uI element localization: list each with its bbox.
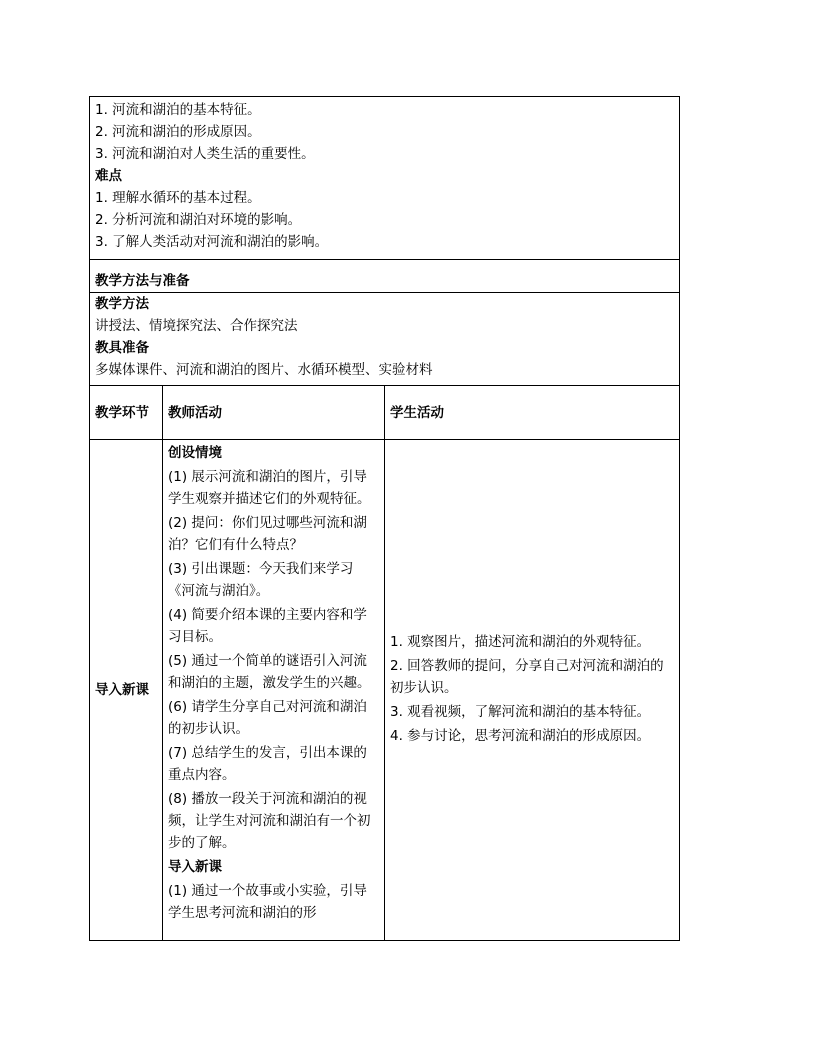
teacher-item: (3) 引出课题：今天我们来学习《河流与湖泊》。: [168, 561, 354, 599]
methods-row: [90, 293, 680, 386]
key-point-item: 2. 河流和湖泊的形成原因。: [95, 124, 261, 140]
teacher-heading-1: 创设情境: [168, 445, 222, 461]
student-item: 2. 回答教师的提问，分享自己对河流和湖泊的初步认识。: [390, 658, 664, 696]
header-teacher: 教师活动: [163, 386, 385, 440]
difficult-point-item: 2. 分析河流和湖泊对环境的影响。: [95, 212, 302, 228]
student-item: 4. 参与讨论，思考河流和湖泊的形成原因。: [390, 728, 651, 744]
lesson-plan-table: [89, 96, 680, 941]
teacher-item: (5) 通过一个简单的谜语引入河流和湖泊的主题，激发学生的兴趣。: [168, 653, 371, 691]
methods-section-title: 教学方法与准备: [90, 260, 680, 293]
methods-heading: 教学方法: [95, 296, 149, 312]
teacher-item: (4) 简要介绍本课的主要内容和学习目标。: [168, 607, 367, 645]
activity-row: [90, 440, 680, 941]
methods-title-row: [90, 260, 680, 293]
student-item: 3. 观看视频，了解河流和湖泊的基本特征。: [390, 704, 651, 720]
tools-text: 多媒体课件、河流和湖泊的图片、水循环模型、实验材料: [95, 362, 433, 378]
methods-text: 讲授法、情境探究法、合作探究法: [95, 318, 298, 334]
teacher-item: (1) 通过一个故事或小实验，引导学生思考河流和湖泊的形: [168, 883, 367, 921]
methods-cell: [90, 293, 680, 386]
stage-name: 导入新课: [90, 440, 163, 941]
lesson-plan-page: [89, 96, 679, 941]
teacher-activity-content: [168, 442, 379, 938]
student-item: 1. 观察图片，描述河流和湖泊的外观特征。: [390, 634, 651, 650]
header-stage: 教学环节: [90, 386, 163, 440]
teacher-heading-2: 导入新课: [168, 859, 222, 875]
key-points-cell: [90, 97, 680, 260]
teacher-item: (7) 总结学生的发言，引出本课的重点内容。: [168, 745, 367, 783]
teacher-activity-cell: [163, 440, 385, 941]
teacher-item: (6) 请学生分享自己对河流和湖泊的初步认识。: [168, 699, 367, 737]
difficult-heading: 难点: [95, 168, 122, 184]
difficult-point-item: 3. 了解人类活动对河流和湖泊的影响。: [95, 234, 329, 250]
key-points-row: [90, 97, 680, 260]
key-point-item: 1. 河流和湖泊的基本特征。: [95, 102, 261, 118]
difficult-point-item: 1. 理解水循环的基本过程。: [95, 190, 261, 206]
teacher-item: (8) 播放一段关于河流和湖泊的视频，让学生对河流和湖泊有一个初步的了解。: [168, 791, 371, 851]
teacher-item: (2) 提问：你们见过哪些河流和湖泊？它们有什么特点？: [168, 515, 367, 553]
teacher-item: (1) 展示河流和湖泊的图片，引导学生观察并描述它们的外观特征。: [168, 469, 371, 507]
header-student: 学生活动: [385, 386, 680, 440]
student-activity-cell: [385, 440, 680, 941]
activity-header-row: [90, 386, 680, 440]
key-point-item: 3. 河流和湖泊对人类生活的重要性。: [95, 146, 315, 162]
tools-heading: 教具准备: [95, 340, 149, 356]
